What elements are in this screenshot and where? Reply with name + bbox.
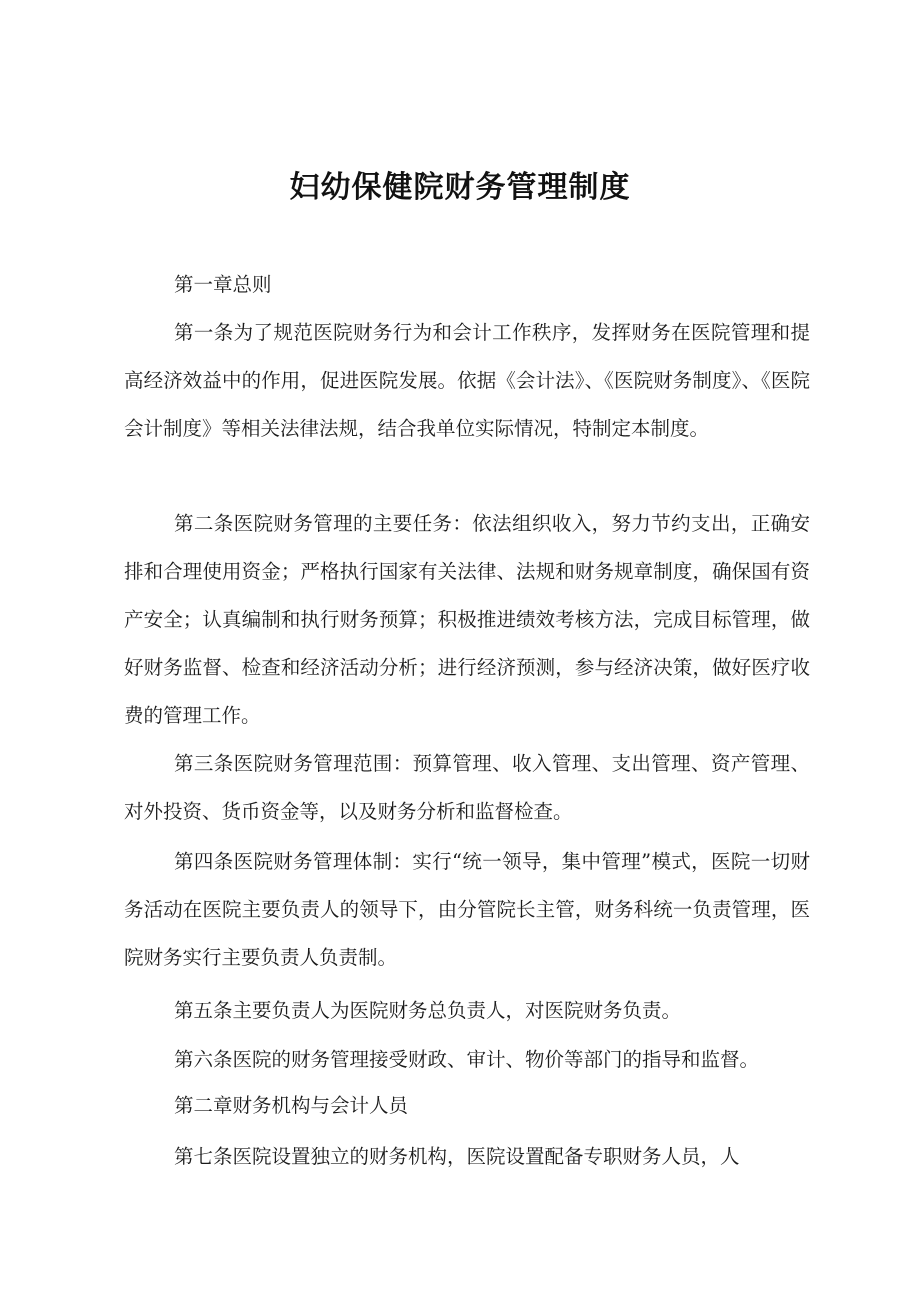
document-title: 妇幼保健院财务管理制度 — [289, 170, 631, 205]
article-3: 第三条医院财务管理范围：预算管理、收入管理、支出管理、资产管理、对外投资、货币资金等，以及财务分析和监督检查。 — [124, 752, 810, 823]
chapter-1-heading: 第一章总则 — [174, 273, 272, 296]
article-6: 第六条医院的财务管理接受财政、审计、物价等部门的指导和监督。 — [174, 1048, 760, 1071]
article-4: 第四条医院财务管理体制：实行“统一领导，集中管理”模式，医院一切财务活动在医院主要负责人的领导下，由分管院长主管，财务科统一负责管理，医院财务实行主要负责人负责制。 — [124, 850, 810, 969]
article-7: 第七条医院设置独立的财务机构，医院设置配备专职财务人员，人 — [174, 1145, 740, 1168]
article-5: 第五条主要负责人为医院财务总负责人，对医院财务负责。 — [174, 999, 682, 1022]
chapter-2-heading: 第二章财务机构与会计人员 — [174, 1094, 409, 1117]
article-2: 第二条医院财务管理的主要任务：依法组织收入，努力节约支出，正确安排和合理使用资金；严格执行国家有关法律、法规和财务规章制度，确保国有资产安全；认真编制和执行财务预算；积极推进绩效考核方法，完成目标管理，做好财务监督、检查和经济活动分析；进行经济预测，参与经济决策，做好医疗收费的管理工作。 — [124, 512, 810, 727]
article-1: 第一条为了规范医院财务行为和会计工作秩序，发挥财务在医院管理和提高经济效益中的作用，促进医院发展。依据《会计法》、《医院财务制度》、《医院会计制度》等相关法律法规，结合我单位实际情况，特制定本制度。 — [124, 321, 810, 440]
